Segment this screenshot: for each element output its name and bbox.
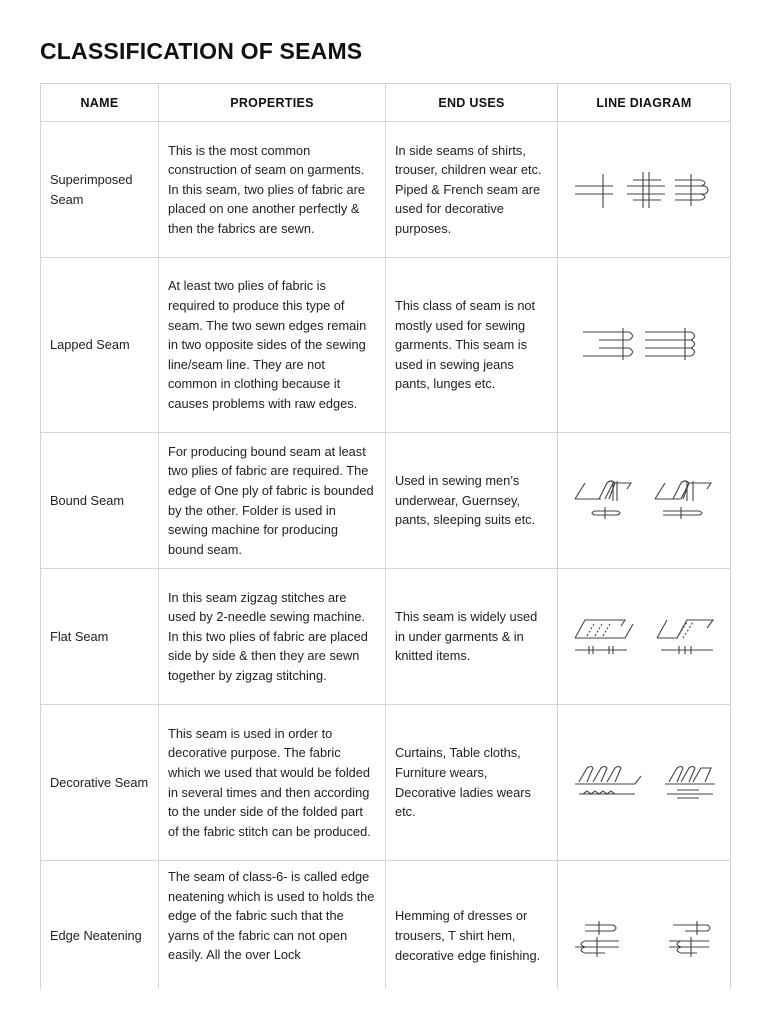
seam-end-uses: Curtains, Table cloths, Furniture wears, Decorative ladies wears etc. <box>386 705 558 861</box>
seam-properties: This is the most common construction of seam on garments. In this seam, two plies of fabric are placed on one another perfectly & then the fabrics are sewn. <box>159 122 386 258</box>
seam-name: Lapped Seam <box>41 258 159 433</box>
header-end-uses: END USES <box>386 84 558 122</box>
seam-name: Edge Neatening <box>41 861 159 1011</box>
seam-end-uses: This seam is widely used in under garments & in knitted items. <box>386 569 558 705</box>
header-name: NAME <box>41 84 159 122</box>
page-title: CLASSIFICATION OF SEAMS <box>40 38 363 64</box>
flat-seam-diagram-icon <box>569 612 719 662</box>
seam-end-uses: Hemming of dresses or trousers, T shirt hem, decorative edge finishing. <box>386 861 558 1011</box>
header-line-diagram: LINE DIAGRAM <box>558 84 731 122</box>
seam-end-uses: Used in sewing men’s underwear, Guernsey, pants, sleeping suits etc. <box>386 433 558 569</box>
table-row <box>41 861 731 1011</box>
table-row <box>41 705 731 861</box>
header-properties: PROPERTIES <box>159 84 386 122</box>
superimposed-seam-diagram-icon <box>569 160 719 220</box>
seam-end-uses: In side seams of shirts, trouser, children wear etc. Piped & French seam are used for decorative purposes. <box>386 122 558 258</box>
seam-properties: At least two plies of fabric is required to produce this type of seam. The two sewn edges remain in two opposite sides of the sewing line/seam line. They are not common in clothing because it causes problems with raw edges. <box>159 258 386 433</box>
page-bottom-cutoff <box>0 989 768 1024</box>
edge-neatening-diagram-icon <box>569 911 719 961</box>
table-row <box>41 122 731 258</box>
table-header-row <box>41 84 731 122</box>
bound-seam-diagram-icon <box>569 471 719 531</box>
superimposed-seam-diagram <box>558 122 731 258</box>
seams-table <box>40 83 731 1011</box>
table-row <box>41 569 731 705</box>
edge-neatening-diagram <box>558 861 731 1011</box>
seam-properties: The seam of class-6- is called edge neatening which is used to holds the edge of the fabric such that the yarns of the fabric can not open easily. All the over Lock <box>159 861 386 1011</box>
lapped-seam-diagram <box>558 258 731 433</box>
bound-seam-diagram <box>558 433 731 569</box>
seam-name: Superimposed Seam <box>41 122 159 258</box>
table-row <box>41 258 731 433</box>
lapped-seam-diagram-icon <box>579 320 709 370</box>
table-row <box>41 433 731 569</box>
decorative-seam-diagram <box>558 705 731 861</box>
seam-name: Flat Seam <box>41 569 159 705</box>
seam-properties: This seam is used in order to decorative purpose. The fabric which we used that would be folded in several times and then according to the under side of the folded part of the fabric stitch can be produced. <box>159 705 386 861</box>
flat-seam-diagram <box>558 569 731 705</box>
seam-properties: For producing bound seam at least two plies of fabric are required. The edge of One ply of fabric is bounded by the other. Folder is used in sewing machine for producing bound seam. <box>159 433 386 569</box>
decorative-seam-diagram-icon <box>569 758 719 808</box>
seam-properties: In this seam zigzag stitches are used by 2-needle sewing machine. In this two plies of fabric are placed side by side & then they are sewn together by zigzag stitching. <box>159 569 386 705</box>
seam-name: Decorative Seam <box>41 705 159 861</box>
seam-end-uses: This class of seam is not mostly used for sewing garments. This seam is used in sewing jeans pants, lunges etc. <box>386 258 558 433</box>
seam-name: Bound Seam <box>41 433 159 569</box>
